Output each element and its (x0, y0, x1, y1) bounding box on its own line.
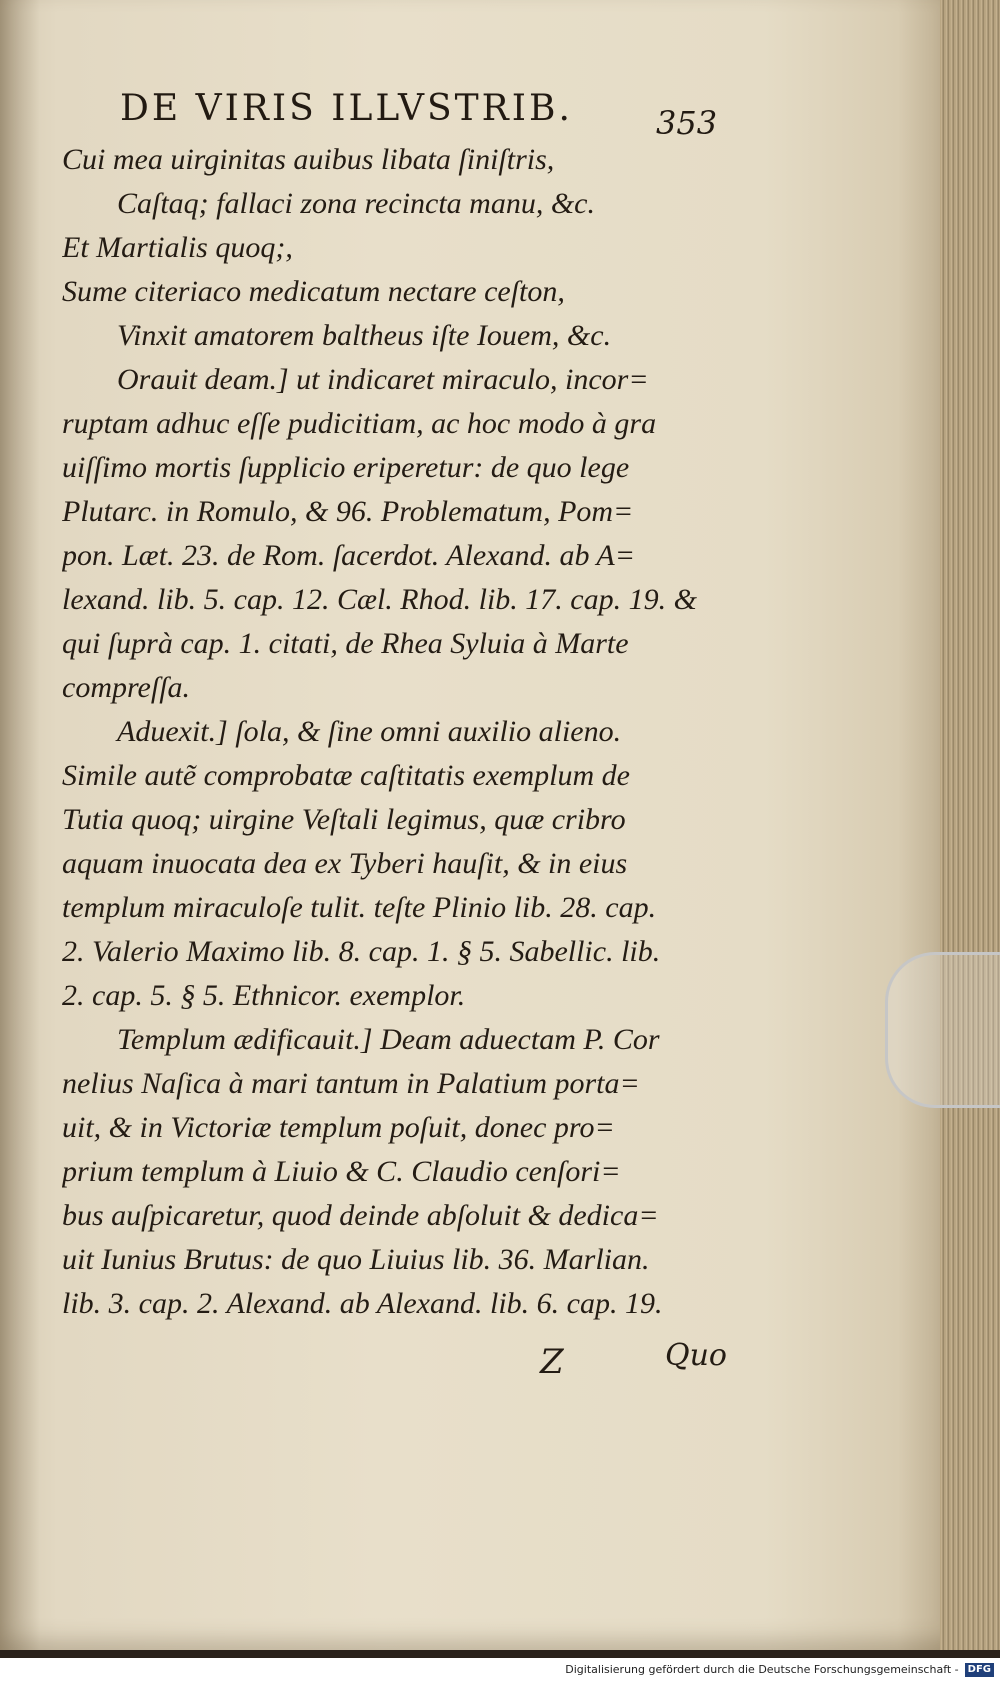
text-line: Tutia quoq; uirgine Veſtali legimus, quæ cribro (62, 803, 626, 836)
text-line: aquam inuocata dea ex Tyberi hauſit, & in eius (62, 847, 628, 880)
digitization-footer (0, 1658, 1000, 1681)
running-title: DE VIRIS ILLVSTRIB. (120, 88, 573, 129)
text-line: uit, & in Victoriæ templum poſuit, donec pro= (62, 1111, 615, 1144)
text-line: Cui mea uirginitas auibus libata ſiniſtris, (62, 143, 555, 176)
spine-shadow (0, 0, 40, 1650)
text-line: prium templum à Liuio & C. Claudio cenſori= (62, 1155, 621, 1188)
text-line: qui ſuprà cap. 1. citati, de Rhea Syluia à Marte (62, 627, 629, 660)
text-line: Templum ædificauit.] Deam aduectam P. Cor (117, 1023, 660, 1056)
text-line: Caſtaq; fallaci zona recincta manu, &c. (117, 187, 595, 220)
text-line: 2. Valerio Maximo lib. 8. cap. 1. § 5. Sabellic. lib. (62, 935, 661, 968)
text-line: Sume citeriaco medicatum nectare ceſton, (62, 275, 565, 308)
text-line: 2. cap. 5. § 5. Ethnicor. exemplor. (62, 979, 466, 1012)
footer-credit: Digitalisierung gefördert durch die Deutsche Forschungsgemeinschaft - (565, 1663, 959, 1676)
signature-mark: Z (540, 1342, 564, 1382)
text-line: bus auſpicaretur, quod deinde abſoluit & dedica= (62, 1199, 659, 1232)
text-line: uit Iunius Brutus: de quo Liuius lib. 36. Marlian. (62, 1243, 650, 1276)
catchword: Quo (665, 1338, 727, 1373)
text-line: ruptam adhuc eſſe pudicitiam, ac hoc modo à gra (62, 407, 657, 440)
text-line: Plutarc. in Romulo, & 96. Problematum, Pom= (62, 495, 634, 528)
folio-number: 353 (656, 104, 718, 142)
body-text (62, 138, 727, 1326)
page-clip (885, 952, 1000, 1108)
text-line: nelius Naſica à mari tantum in Palatium porta= (62, 1067, 640, 1100)
text-line: uiſſimo mortis ſupplicio eriperetur: de quo lege (62, 451, 630, 484)
dfg-logo: DFG (965, 1663, 994, 1677)
text-line: pon. Læt. 23. de Rom. ſacerdot. Alexand. ab A= (62, 539, 635, 572)
page-fore-edge (940, 0, 1000, 1650)
text-line: lexand. lib. 5. cap. 12. Cæl. Rhod. lib. 17. cap. 19. & (62, 583, 697, 616)
text-line: Et Martialis quoq;, (62, 231, 293, 264)
text-line: Aduexit.] ſola, & ſine omni auxilio alieno. (117, 715, 622, 748)
text-line: templum miraculoſe tulit. teſte Plinio lib. 28. cap. (62, 891, 657, 924)
text-line: Vinxit amatorem baltheus iſte Iouem, &c. (117, 319, 612, 352)
text-line: compreſſa. (62, 671, 191, 704)
text-line: Simile autẽ comprobatæ caſtitatis exemplum de (62, 759, 630, 792)
text-line: Orauit deam.] ut indicaret miraculo, incor= (117, 363, 649, 396)
text-line: lib. 3. cap. 2. Alexand. ab Alexand. lib. 6. cap. 19. (62, 1287, 663, 1320)
